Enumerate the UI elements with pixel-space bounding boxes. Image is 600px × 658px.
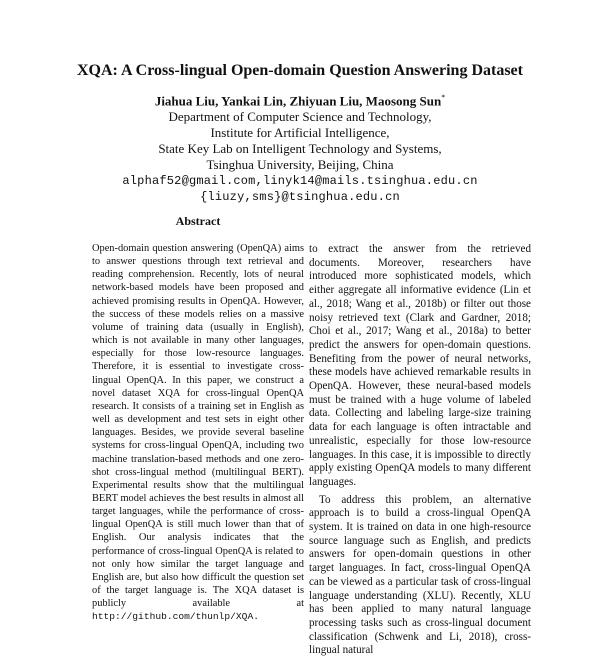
abstract-column: [92, 242, 304, 624]
author-list: [0, 90, 600, 109]
intro-paragraph: to extract the answer from the retrieved documents. Moreover, researchers have introduced more sophisticated models, which either aggregate all informative evidence (Lin et al., 2018; Wang et al., 2018b) or filter out those noisy retrieved text (Clark and Gardner, 2018; Choi et al., 2017; Wang et al., 2018a) to better predict the answers for open-domain questions. Benefiting from the power of neural networks, these models have achieved remarkable results in OpenQA. However, these neural-based models must be trained with a huge volume of labeled data. Collecting and labeling large-size training data for each language is often intractable and unrealistic, especially for those low-resource languages. In this case, it is impossible to directly apply existing OpenQA models to many different languages.: [309, 243, 531, 488]
intro-paragraph: To address this problem, an alternative approach is to build a cross-lingual OpenQA system. It is trained on data in one high-resource source language such as English, and predicts answers for open-domain questions in other target languages. In fact, cross-lingual OpenQA can be viewed as a particular task of cross-lingual language understanding (XLU). Recently, XLU has been applied to many natural language processing tasks such as cross-lingual document classification (Schwenk and Li, 2018), cross-lingual natural: [309, 493, 531, 657]
affiliation-line: Institute for Artificial Intelligence,: [210, 125, 390, 141]
author-names: Jiahua Liu, Yankai Lin, Zhiyuan Liu, Maosong Sun: [154, 93, 442, 109]
email-line: alphaf52@gmail.com,linyk14@mails.tsinghua.edu.cn: [122, 174, 478, 189]
affiliation-line: State Key Lab on Intelligent Technology and Systems,: [158, 141, 442, 157]
abstract-heading: Abstract: [175, 214, 221, 228]
affiliation-line: Department of Computer Science and Technology,: [168, 109, 432, 125]
abstract-body: [92, 242, 304, 624]
abstract-text: Open-domain question answering (OpenQA) aims to answer questions through text retrieval and reading comprehension. Recently, lots of neural network-based models have been proposed and achieved promising results in OpenQA. However, the success of these models relies on a massive volume of training data (usually in English), which is not available in many other languages, especially for those low-resource languages. Therefore, it is essential to investigate cross-lingual OpenQA. In this paper, we construct a novel dataset XQA for cross-lingual OpenQA research. It consists of a training set in English as well as development and test sets in eight other languages. Besides, we provide several baseline systems for cross-lingual OpenQA, including two machine translation-based methods and one zero-shot cross-lingual method (multilingual BERT). Experimental results show that the multilingual BERT model achieves the best results in almost all target languages, while the performance of cross-lingual OpenQA is still much lower than that of English. Our analysis indicates that the performance of cross-lingual OpenQA is related to not only how similar the target language and English are, but also how difficult the question set of the target language is. The XQA dataset is publicly available at: [92, 243, 304, 610]
affiliation-line: Tsinghua University, Beijing, China: [206, 157, 394, 173]
introduction-column: [309, 243, 531, 658]
paper-header: [0, 90, 600, 205]
paper-title: XQA: A Cross-lingual Open-domain Question Answering Dataset: [77, 62, 523, 79]
email-line: {liuzy,sms}@tsinghua.edu.cn: [200, 190, 400, 205]
author-footnote-mark: *: [441, 93, 446, 102]
dataset-link[interactable]: http://github.com/thunlp/XQA.: [92, 611, 259, 623]
